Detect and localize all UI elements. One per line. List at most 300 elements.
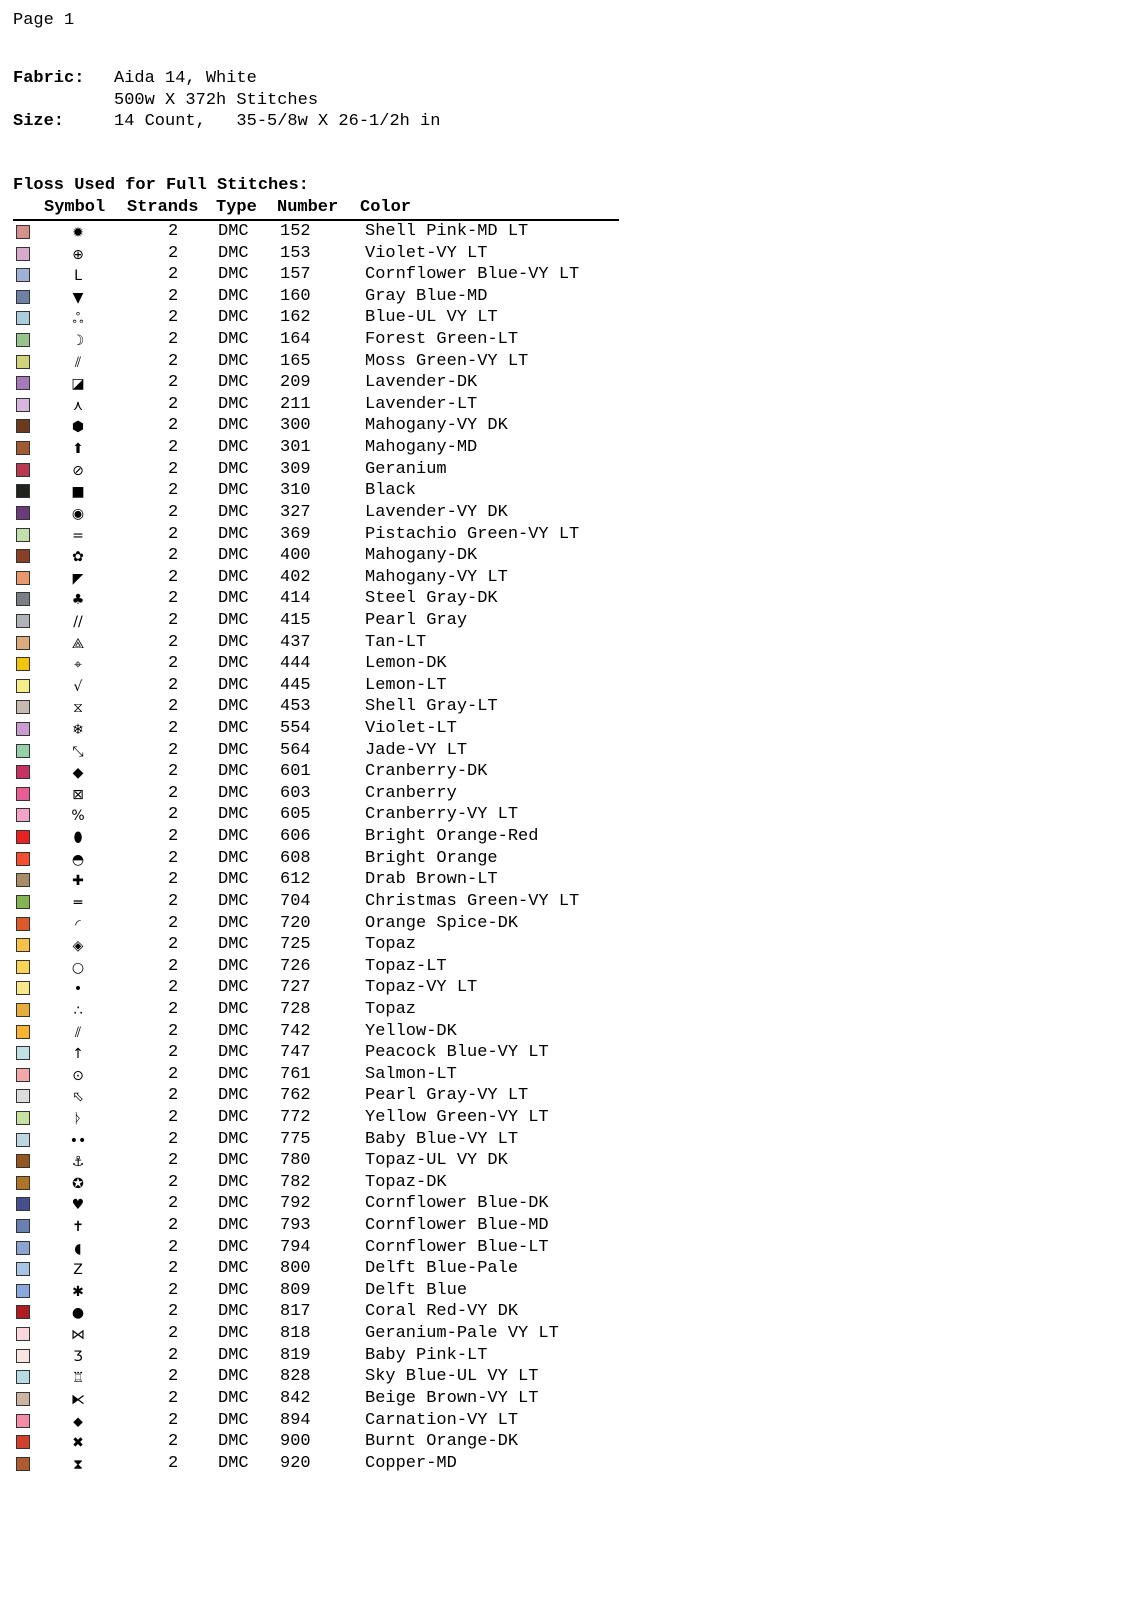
number-cell: 369 xyxy=(280,524,311,544)
strands-cell: 2 xyxy=(168,999,179,1019)
strands-cell: 2 xyxy=(168,783,179,803)
symbol-cell: ⬁ xyxy=(72,1089,84,1106)
color-swatch xyxy=(16,268,30,282)
color-name-cell: Drab Brown-LT xyxy=(365,870,498,890)
type-cell: DMC xyxy=(218,351,249,371)
symbol-cell: % xyxy=(71,808,85,825)
number-cell: 704 xyxy=(280,891,311,911)
type-cell: DMC xyxy=(218,546,249,566)
type-cell: DMC xyxy=(218,805,249,825)
number-cell: 782 xyxy=(280,1172,311,1192)
symbol-cell: ⤡ xyxy=(72,743,84,760)
table-row xyxy=(0,827,640,849)
number-cell: 725 xyxy=(280,935,311,955)
color-swatch xyxy=(16,1284,30,1298)
color-swatch xyxy=(16,744,30,758)
color-swatch xyxy=(16,657,30,671)
symbol-cell: √ xyxy=(73,678,83,695)
strands-cell: 2 xyxy=(168,697,179,717)
symbol-cell: ⫽ xyxy=(74,354,82,371)
color-swatch xyxy=(16,873,30,887)
type-cell: DMC xyxy=(218,1410,249,1430)
color-swatch xyxy=(16,830,30,844)
symbol-cell: ✱ xyxy=(72,1283,84,1300)
color-swatch xyxy=(16,225,30,239)
color-name-cell: Topaz xyxy=(365,935,417,955)
color-name-cell: Violet-LT xyxy=(365,719,457,739)
color-swatch xyxy=(16,1046,30,1060)
color-name-cell: Cornflower Blue-VY LT xyxy=(365,265,580,285)
color-swatch xyxy=(16,679,30,693)
table-row xyxy=(0,1389,640,1411)
color-name-cell: Topaz-UL VY DK xyxy=(365,1151,508,1171)
symbol-cell: ⧖ xyxy=(73,700,83,717)
type-cell: DMC xyxy=(218,481,249,501)
table-row xyxy=(0,1151,640,1173)
number-cell: 894 xyxy=(280,1410,311,1430)
number-cell: 414 xyxy=(280,589,311,609)
number-cell: 327 xyxy=(280,502,311,522)
type-cell: DMC xyxy=(218,891,249,911)
table-row xyxy=(0,395,640,417)
symbol-cell: ஃ xyxy=(72,311,84,328)
table-row xyxy=(0,1086,640,1108)
symbol-cell: ● xyxy=(71,1305,85,1322)
type-cell: DMC xyxy=(218,956,249,976)
strands-cell: 2 xyxy=(168,1021,179,1041)
color-swatch xyxy=(16,765,30,779)
table-row xyxy=(0,1108,640,1130)
strands-cell: 2 xyxy=(168,848,179,868)
number-cell: 726 xyxy=(280,956,311,976)
strands-cell: 2 xyxy=(168,438,179,458)
strands-cell: 2 xyxy=(168,870,179,890)
color-swatch xyxy=(16,1197,30,1211)
type-cell: DMC xyxy=(218,675,249,695)
number-cell: 444 xyxy=(280,654,311,674)
table-row xyxy=(0,222,640,244)
table-row xyxy=(0,244,640,266)
table-row xyxy=(0,935,640,957)
table-row xyxy=(0,308,640,330)
type-cell: DMC xyxy=(218,827,249,847)
color-swatch xyxy=(16,463,30,477)
number-cell: 309 xyxy=(280,459,311,479)
table-row xyxy=(0,762,640,784)
number-cell: 747 xyxy=(280,1043,311,1063)
color-name-cell: Gray Blue-MD xyxy=(365,286,488,306)
table-row xyxy=(0,914,640,936)
type-cell: DMC xyxy=(218,1216,249,1236)
type-cell: DMC xyxy=(218,1324,249,1344)
color-name-cell: Shell Pink-MD LT xyxy=(365,222,529,241)
strands-cell: 2 xyxy=(168,589,179,609)
color-swatch xyxy=(16,376,30,390)
size-value: 14 Count, 35-5/8w X 26-1/2h in xyxy=(114,112,441,131)
color-swatch xyxy=(16,938,30,952)
type-cell: DMC xyxy=(218,1107,249,1127)
fabric-value: Aida 14, White xyxy=(114,69,257,88)
type-cell: DMC xyxy=(218,762,249,782)
table-row xyxy=(0,1194,640,1216)
strands-cell: 2 xyxy=(168,1237,179,1257)
color-name-cell: Burnt Orange-DK xyxy=(365,1432,519,1452)
color-swatch xyxy=(16,1241,30,1255)
type-cell: DMC xyxy=(218,1367,249,1387)
strands-cell: 2 xyxy=(168,308,179,328)
symbol-cell: ◉ xyxy=(71,505,85,522)
color-swatch xyxy=(16,787,30,801)
symbol-cell: ⬮ xyxy=(73,830,83,847)
strands-cell: 2 xyxy=(168,1151,179,1171)
strands-cell: 2 xyxy=(168,913,179,933)
table-row xyxy=(0,849,640,871)
header-color: Color xyxy=(360,198,412,217)
color-name-cell: Sky Blue-UL VY LT xyxy=(365,1367,539,1387)
table-row xyxy=(0,1432,640,1454)
number-cell: 160 xyxy=(280,286,311,306)
symbol-cell: ◓ xyxy=(71,851,85,868)
strands-cell: 2 xyxy=(168,1324,179,1344)
color-name-cell: Black xyxy=(365,481,417,501)
symbol-cell: ◪ xyxy=(71,376,85,393)
table-row xyxy=(0,1216,640,1238)
symbol-cell: • xyxy=(73,981,83,998)
table-row xyxy=(0,287,640,309)
color-swatch xyxy=(16,419,30,433)
table-row xyxy=(0,676,640,698)
symbol-cell: Ʒ xyxy=(73,1348,83,1365)
symbol-cell: = xyxy=(72,527,84,544)
color-name-cell: Cornflower Blue-LT xyxy=(365,1237,549,1257)
symbol-cell: // xyxy=(73,613,83,630)
table-row xyxy=(0,1259,640,1281)
number-cell: 817 xyxy=(280,1302,311,1322)
table-row xyxy=(0,568,640,590)
symbol-cell: ⬢ xyxy=(71,419,85,436)
strands-cell: 2 xyxy=(168,330,179,350)
color-name-cell: Mahogany-MD xyxy=(365,438,478,458)
color-name-cell: Cranberry xyxy=(365,783,457,803)
color-name-cell: Pistachio Green-VY LT xyxy=(365,524,580,544)
table-row xyxy=(0,741,640,763)
color-swatch xyxy=(16,592,30,606)
symbol-cell: ✝ xyxy=(72,1219,84,1236)
color-swatch xyxy=(16,960,30,974)
number-cell: 157 xyxy=(280,265,311,285)
number-cell: 437 xyxy=(280,632,311,652)
symbol-cell: ✿ xyxy=(72,549,84,566)
color-name-cell: Delft Blue xyxy=(365,1280,468,1300)
type-cell: DMC xyxy=(218,589,249,609)
strands-cell: 2 xyxy=(168,978,179,998)
size-label: Size: xyxy=(13,112,65,131)
number-cell: 605 xyxy=(280,805,311,825)
type-cell: DMC xyxy=(218,697,249,717)
type-cell: DMC xyxy=(218,1086,249,1106)
color-swatch xyxy=(16,355,30,369)
strands-cell: 2 xyxy=(168,805,179,825)
strands-cell: 2 xyxy=(168,1367,179,1387)
number-cell: 564 xyxy=(280,740,311,760)
color-swatch xyxy=(16,852,30,866)
color-name-cell: Lavender-VY DK xyxy=(365,502,508,522)
strands-cell: 2 xyxy=(168,654,179,674)
color-name-cell: Cornflower Blue-DK xyxy=(365,1194,549,1214)
table-row xyxy=(0,654,640,676)
page-label: Page 1 xyxy=(13,11,75,30)
symbol-cell: ⧗ xyxy=(73,1456,83,1473)
color-name-cell: Mahogany-VY LT xyxy=(365,567,508,587)
type-cell: DMC xyxy=(218,1280,249,1300)
symbol-cell: ♥ xyxy=(71,1197,85,1214)
type-cell: DMC xyxy=(218,394,249,414)
color-swatch xyxy=(16,1176,30,1190)
symbol-cell: ᚦ xyxy=(73,1110,83,1127)
strands-cell: 2 xyxy=(168,1280,179,1300)
number-cell: 445 xyxy=(280,675,311,695)
color-name-cell: Topaz xyxy=(365,999,417,1019)
color-swatch xyxy=(16,722,30,736)
type-cell: DMC xyxy=(218,524,249,544)
table-row xyxy=(0,633,640,655)
type-cell: DMC xyxy=(218,1172,249,1192)
color-name-cell: Cranberry-DK xyxy=(365,762,488,782)
symbol-cell: ❄ xyxy=(72,722,84,739)
color-swatch xyxy=(16,1262,30,1276)
symbol-cell: ◖ xyxy=(74,1240,82,1257)
type-cell: DMC xyxy=(218,438,249,458)
table-row xyxy=(0,1346,640,1368)
symbol-cell: ⟁ xyxy=(71,635,85,652)
type-cell: DMC xyxy=(218,1388,249,1408)
symbol-cell: Z xyxy=(73,1262,83,1279)
number-cell: 211 xyxy=(280,394,311,414)
number-cell: 828 xyxy=(280,1367,311,1387)
symbol-cell: L xyxy=(74,268,82,285)
type-cell: DMC xyxy=(218,719,249,739)
strands-cell: 2 xyxy=(168,567,179,587)
strands-cell: 2 xyxy=(168,286,179,306)
color-swatch xyxy=(16,1089,30,1103)
table-row xyxy=(0,611,640,633)
header-number: Number xyxy=(277,198,339,217)
table-row xyxy=(0,546,640,568)
fabric-dimensions: 500w X 372h Stitches xyxy=(114,90,319,110)
type-cell: DMC xyxy=(218,1021,249,1041)
type-cell: DMC xyxy=(218,1194,249,1214)
symbol-cell: ⊕ xyxy=(72,246,84,263)
color-name-cell: Bright Orange-Red xyxy=(365,827,539,847)
color-name-cell: Geranium xyxy=(365,459,447,479)
type-cell: DMC xyxy=(218,459,249,479)
color-name-cell: Lemon-DK xyxy=(365,654,447,674)
number-cell: 780 xyxy=(280,1151,311,1171)
number-cell: 819 xyxy=(280,1345,311,1365)
header-type: Type xyxy=(216,198,257,217)
symbol-cell: ☽ xyxy=(71,333,85,350)
type-cell: DMC xyxy=(218,913,249,933)
strands-cell: 2 xyxy=(168,956,179,976)
symbol-cell: ⧔ xyxy=(71,1391,85,1408)
color-name-cell: Copper-MD xyxy=(365,1453,457,1473)
type-cell: DMC xyxy=(218,373,249,393)
color-name-cell: Forest Green-LT xyxy=(365,330,519,350)
number-cell: 400 xyxy=(280,546,311,566)
symbol-cell: ✚ xyxy=(72,873,84,890)
symbol-cell: ♖ xyxy=(71,1370,85,1387)
number-cell: 554 xyxy=(280,719,311,739)
color-swatch xyxy=(16,528,30,542)
color-name-cell: Yellow Green-VY LT xyxy=(365,1107,549,1127)
type-cell: DMC xyxy=(218,222,249,241)
table-row xyxy=(0,416,640,438)
strands-cell: 2 xyxy=(168,1388,179,1408)
table-row xyxy=(0,784,640,806)
strands-cell: 2 xyxy=(168,632,179,652)
fabric-info xyxy=(13,68,440,133)
symbol-cell: ⚓ xyxy=(71,1154,85,1171)
color-swatch xyxy=(16,398,30,412)
number-cell: 606 xyxy=(280,827,311,847)
symbol-cell: ○ xyxy=(71,959,85,976)
table-row xyxy=(0,589,640,611)
strands-cell: 2 xyxy=(168,524,179,544)
type-cell: DMC xyxy=(218,502,249,522)
number-cell: 603 xyxy=(280,783,311,803)
color-swatch xyxy=(16,311,30,325)
color-name-cell: Geranium-Pale VY LT xyxy=(365,1324,559,1344)
strands-cell: 2 xyxy=(168,675,179,695)
type-cell: DMC xyxy=(218,243,249,263)
type-cell: DMC xyxy=(218,1151,249,1171)
color-name-cell: Moss Green-VY LT xyxy=(365,351,529,371)
table-row xyxy=(0,438,640,460)
table-row xyxy=(0,719,640,741)
symbol-cell: ⬥ xyxy=(73,1413,83,1430)
color-swatch xyxy=(16,1414,30,1428)
type-cell: DMC xyxy=(218,610,249,630)
strands-cell: 2 xyxy=(168,394,179,414)
color-swatch xyxy=(16,1219,30,1233)
strands-cell: 2 xyxy=(168,719,179,739)
color-name-cell: Lavender-LT xyxy=(365,394,478,414)
color-name-cell: Baby Pink-LT xyxy=(365,1345,488,1365)
number-cell: 162 xyxy=(280,308,311,328)
table-row xyxy=(0,1022,640,1044)
color-swatch xyxy=(16,1327,30,1341)
symbol-cell: ↑ xyxy=(72,1046,84,1063)
strands-cell: 2 xyxy=(168,243,179,263)
type-cell: DMC xyxy=(218,265,249,285)
type-cell: DMC xyxy=(218,1432,249,1452)
color-name-cell: Mahogany-VY DK xyxy=(365,416,508,436)
color-name-cell: Pearl Gray xyxy=(365,610,468,630)
color-swatch xyxy=(16,549,30,563)
strands-cell: 2 xyxy=(168,1172,179,1192)
strands-cell: 2 xyxy=(168,373,179,393)
strands-cell: 2 xyxy=(168,935,179,955)
number-cell: 153 xyxy=(280,243,311,263)
color-name-cell: Mahogany-DK xyxy=(365,546,478,566)
color-swatch xyxy=(16,247,30,261)
color-swatch xyxy=(16,1392,30,1406)
symbol-cell: ⫽ xyxy=(74,1024,82,1041)
type-cell: DMC xyxy=(218,1259,249,1279)
table-row xyxy=(0,1000,640,1022)
number-cell: 310 xyxy=(280,481,311,501)
color-swatch xyxy=(16,1111,30,1125)
color-name-cell: Shell Gray-LT xyxy=(365,697,498,717)
color-name-cell: Cranberry-VY LT xyxy=(365,805,519,825)
symbol-cell: ✹ xyxy=(72,225,84,241)
number-cell: 415 xyxy=(280,610,311,630)
strands-cell: 2 xyxy=(168,827,179,847)
color-swatch xyxy=(16,700,30,714)
section-title: Floss Used for Full Stitches: xyxy=(13,176,309,195)
number-cell: 818 xyxy=(280,1324,311,1344)
number-cell: 608 xyxy=(280,848,311,868)
strands-cell: 2 xyxy=(168,502,179,522)
color-name-cell: Blue-UL VY LT xyxy=(365,308,498,328)
color-name-cell: Peacock Blue-VY LT xyxy=(365,1043,549,1063)
color-name-cell: Orange Spice-DK xyxy=(365,913,519,933)
color-swatch xyxy=(16,1068,30,1082)
strands-cell: 2 xyxy=(168,1129,179,1149)
table-row xyxy=(0,503,640,525)
table-row xyxy=(0,1130,640,1152)
symbol-cell: ═ xyxy=(73,894,83,911)
strands-cell: 2 xyxy=(168,1259,179,1279)
table-row xyxy=(0,1281,640,1303)
type-cell: DMC xyxy=(218,330,249,350)
number-cell: 809 xyxy=(280,1280,311,1300)
strands-cell: 2 xyxy=(168,1345,179,1365)
type-cell: DMC xyxy=(218,654,249,674)
color-name-cell: Bright Orange xyxy=(365,848,498,868)
symbol-cell: ⊠ xyxy=(72,786,84,803)
table-row xyxy=(0,352,640,374)
fabric-label: Fabric: xyxy=(13,69,85,88)
symbol-cell: ⬆ xyxy=(72,441,84,458)
type-cell: DMC xyxy=(218,567,249,587)
color-swatch xyxy=(16,1370,30,1384)
number-cell: 793 xyxy=(280,1216,311,1236)
type-cell: DMC xyxy=(218,1129,249,1149)
strands-cell: 2 xyxy=(168,1107,179,1127)
color-swatch xyxy=(16,441,30,455)
color-name-cell: Topaz-VY LT xyxy=(365,978,478,998)
floss-table xyxy=(0,222,640,1475)
strands-cell: 2 xyxy=(168,740,179,760)
number-cell: 728 xyxy=(280,999,311,1019)
symbol-cell: ∴ xyxy=(73,1002,83,1019)
strands-cell: 2 xyxy=(168,1302,179,1322)
strands-cell: 2 xyxy=(168,416,179,436)
type-cell: DMC xyxy=(218,783,249,803)
type-cell: DMC xyxy=(218,308,249,328)
type-cell: DMC xyxy=(218,286,249,306)
color-name-cell: Jade-VY LT xyxy=(365,740,468,760)
color-swatch xyxy=(16,571,30,585)
color-swatch xyxy=(16,1435,30,1449)
color-swatch xyxy=(16,506,30,520)
number-cell: 152 xyxy=(280,222,311,241)
symbol-cell: ✖ xyxy=(72,1435,84,1452)
type-cell: DMC xyxy=(218,1345,249,1365)
symbol-cell: ▼ xyxy=(72,289,84,306)
strands-cell: 2 xyxy=(168,891,179,911)
